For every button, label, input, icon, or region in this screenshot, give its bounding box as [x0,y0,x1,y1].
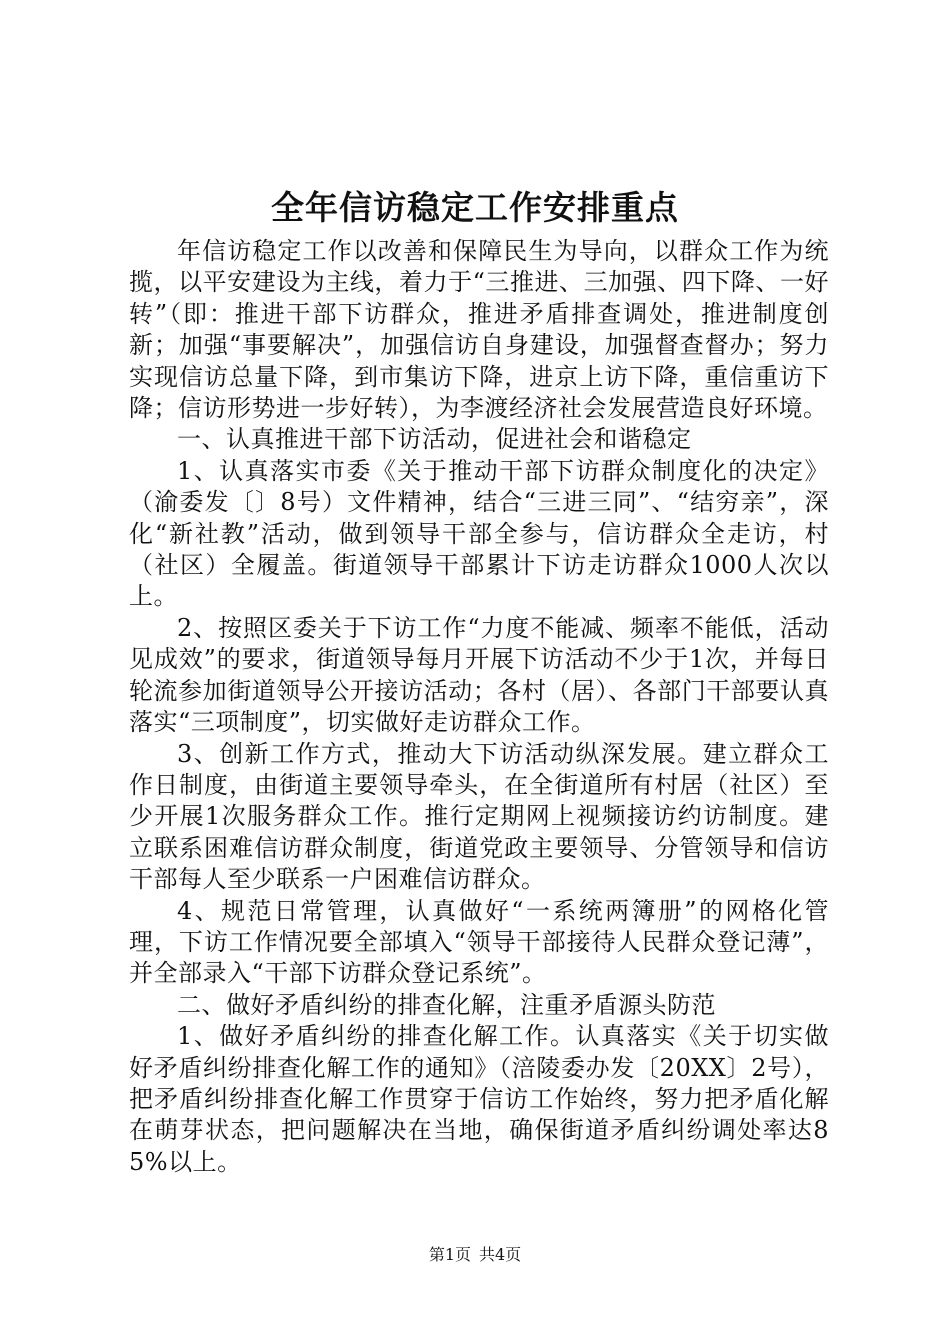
page-number: 第1页 [428,1245,471,1264]
document-body [129,236,829,1178]
section-1-item-4: 4、规范日常管理，认真做好“一系统两簿册”的网格化管理，下访工作情况要全部填入“领导干部接待人民群众登记薄”，并全部录入“干部下访群众登记系统”。 [129,896,829,988]
section-1-item-2: 2、按照区委关于下访工作“力度不能减、频率不能低，活动见成效”的要求，街道领导每月开展下访活动不少于1次，并每日轮流参加街道领导公开接访活动；各村（居）、各部门干部要认真落实“三项制度”，切实做好走访群众工作。 [129,613,829,737]
page-footer [0,1244,950,1266]
section-heading-1: 一、认真推进干部下访活动，促进社会和谐稳定 [177,425,692,454]
page-total: 共4页 [479,1245,522,1264]
intro-paragraph: 年信访稳定工作以改善和保障民生为导向，以群众工作为统揽，以平安建设为主线，着力于“三推进、三加强、四下降、一好转”（即：推进干部下访群众，推进矛盾排查调处，推进制度创新；加强“事要解决”，加强信访自身建设，加强督查督办；努力实现信访总量下降，到市集访下降，进京上访下降，重信重访下降；信访形势进一步好转），为李渡经济社会发展营造良好环境。 [129,237,829,423]
document-title: 全年信访稳定工作安排重点 [271,188,679,227]
section-1-item-1: 1、认真落实市委《关于推动干部下访群众制度化的决定》（渝委发〔〕8号）文件精神，结合“三进三同”、“结穷亲”，深化“新社教”活动，做到领导干部全参与，信访群众全走访，村（社区）全履盖。街道领导干部累计下访走访群众1000人次以上。 [129,456,829,611]
section-heading-2: 二、做好矛盾纠纷的排查化解，注重矛盾源头防范 [177,990,716,1019]
section-2-item-1: 1、做好矛盾纠纷的排查化解工作。认真落实《关于切实做好矛盾纠纷排查化解工作的通知》（涪陵委办发〔20XX〕2号），把矛盾纠纷排查化解工作贯穿于信访工作始终，努力把矛盾化解在萌芽状态，把问题解决在当地，确保街道矛盾纠纷调处率达85%以上。 [129,1022,829,1176]
section-1-item-3: 3、创新工作方式，推动大下访活动纵深发展。建立群众工作日制度，由街道主要领导牵头，在全街道所有村居（社区）至少开展1次服务群众工作。推行定期网上视频接访约访制度。建立联系困难信访群众制度，街道党政主要领导、分管领导和信访干部每人至少联系一户困难信访群众。 [129,739,829,894]
